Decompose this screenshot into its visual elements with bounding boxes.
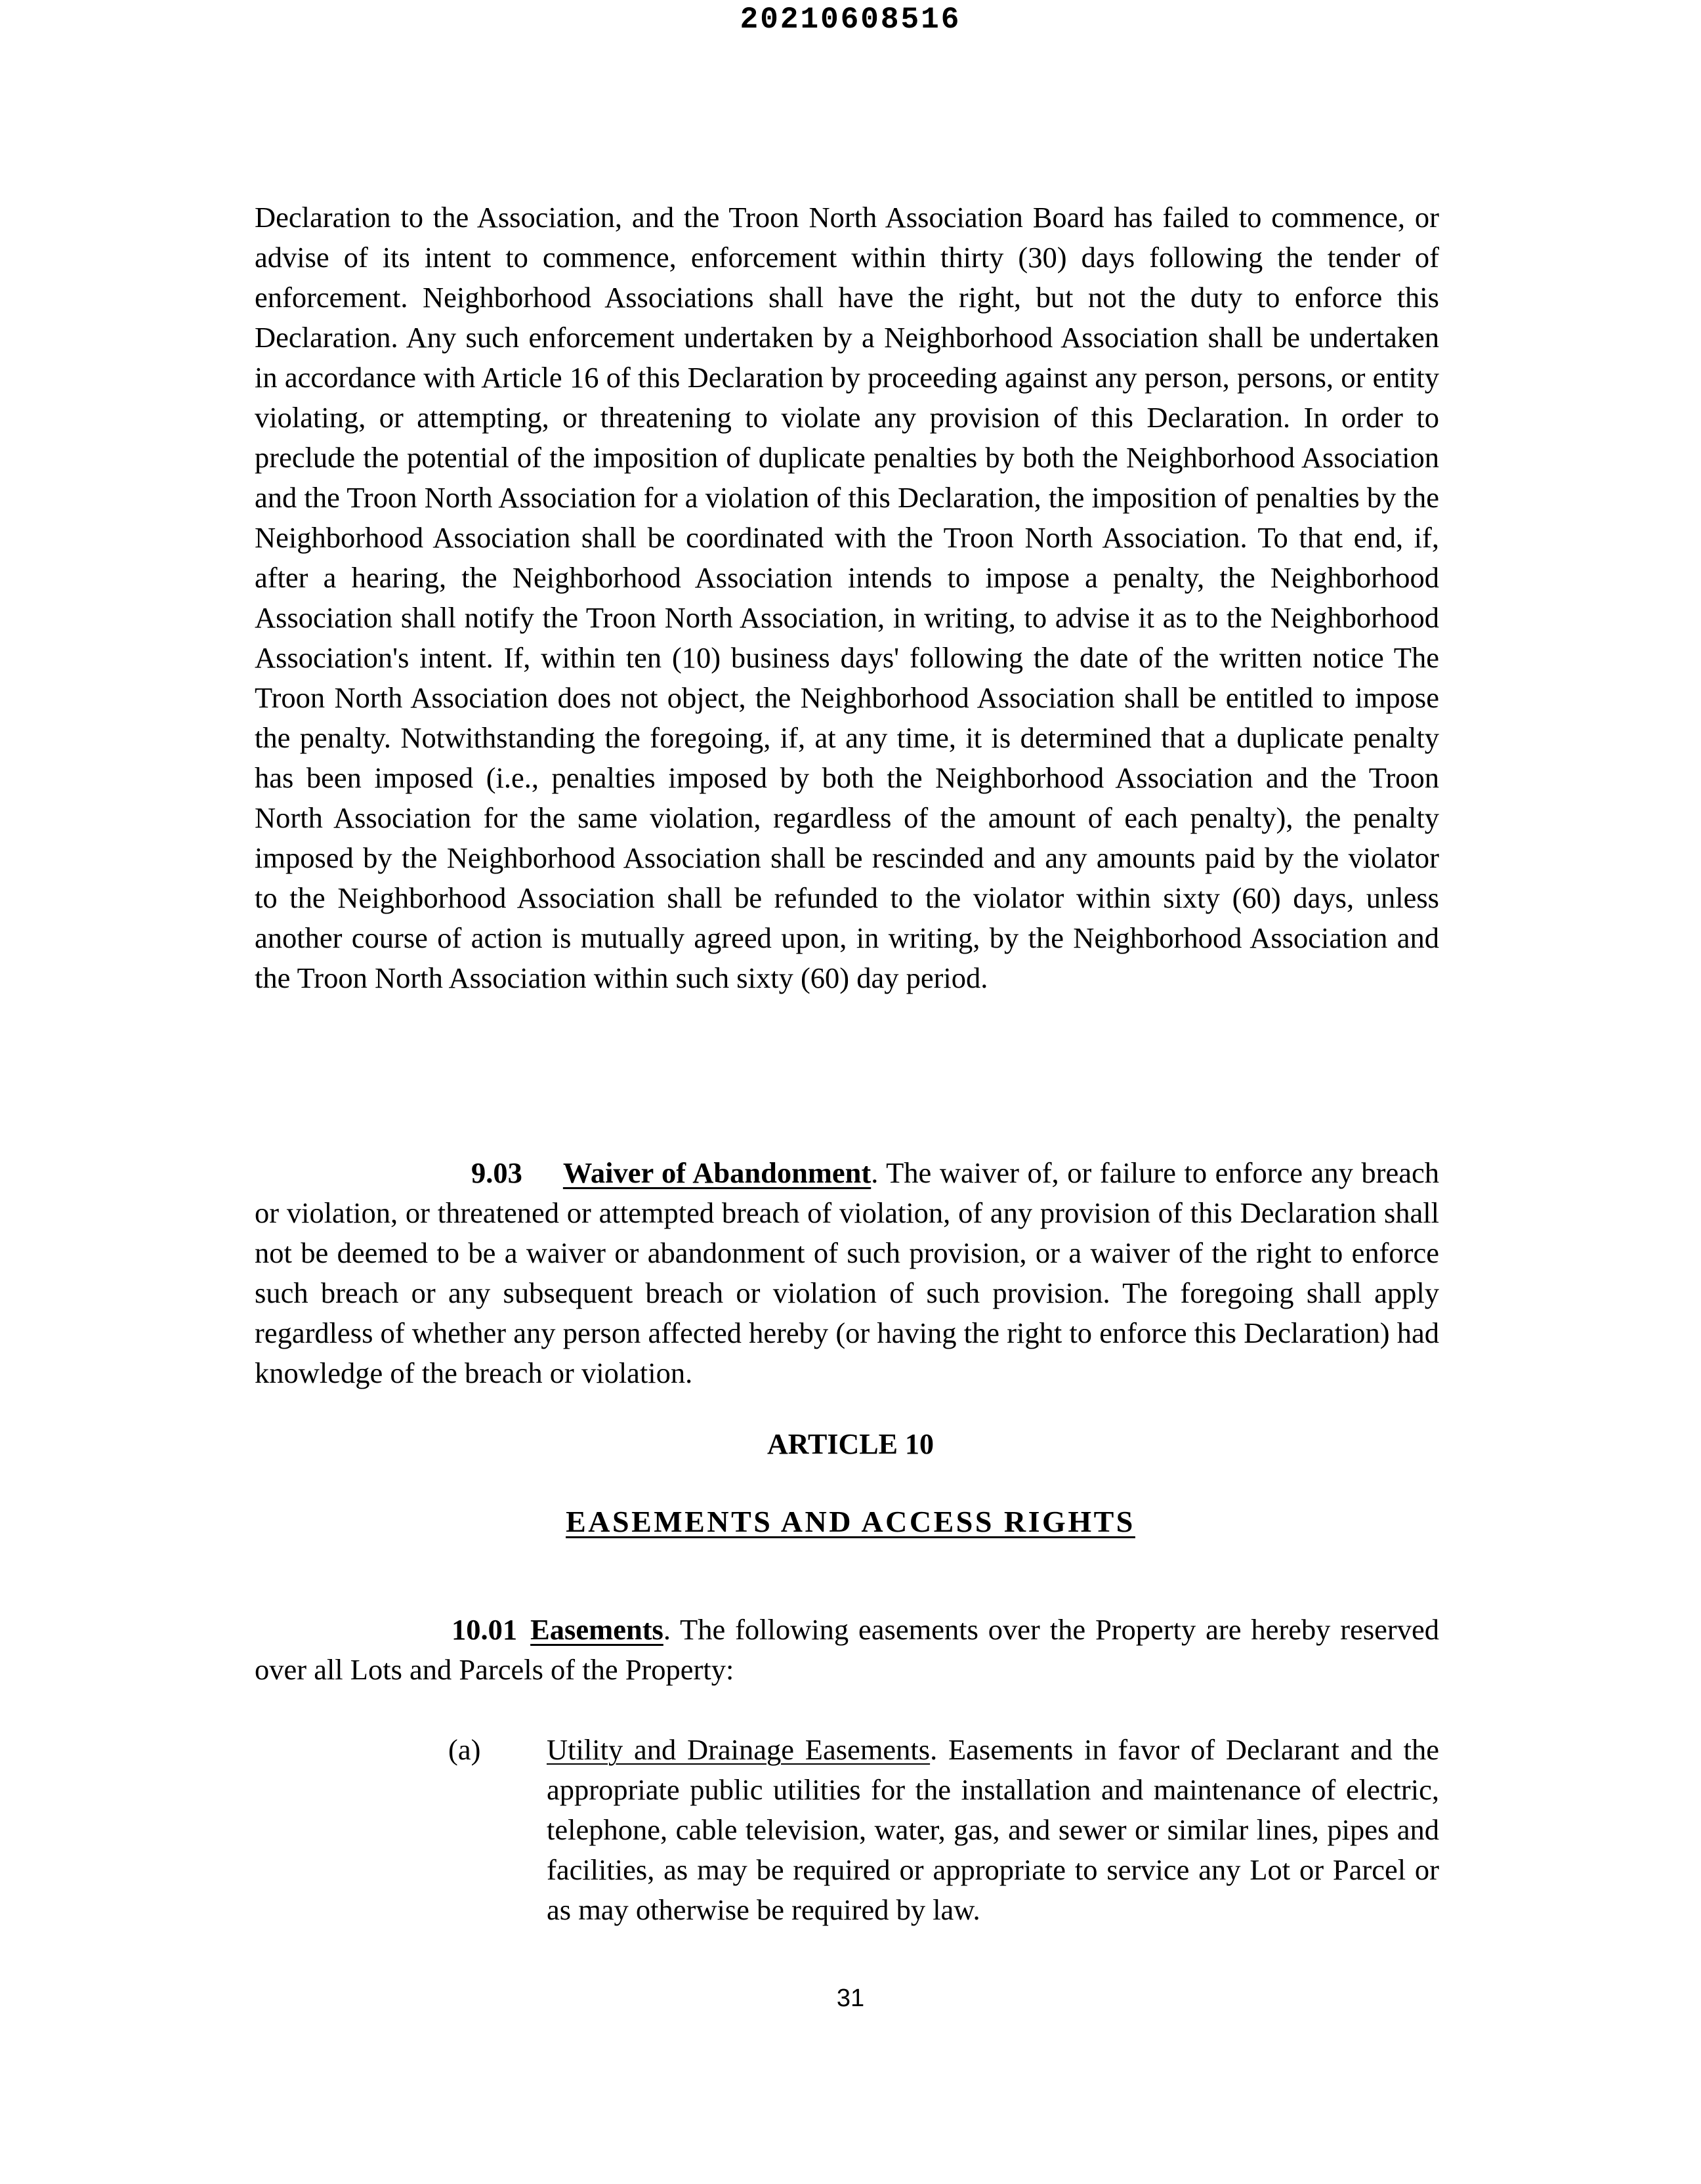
subsection-a-label: (a) <box>448 1733 481 1766</box>
section-10-01 <box>255 1610 1439 1690</box>
continuation-paragraph: Declaration to the Association, and the Troon North Association Board has failed to commence, or advise of its intent to commence, enforcement within thirty (30) days following the tender of enforcement. Neighborhood Associations shall have the right, but not the duty to enforce this Declaration. Any such enforcement undertaken by a Neighborhood Association shall be undertaken in accordance with Article 16 of this Declaration by proceeding against any person, persons, or entity violating, or attempting, or threatening to violate any provision of this Declaration. In order to preclude the potential of the imposition of duplicate penalties by both the Neighborhood Association and the Troon North Association for a violation of this Declaration, the imposition of penalties by the Neighborhood Association shall be coordinated with the Troon North Association. To that end, if, after a hearing, the Neighborhood Association intends to impose a penalty, the Neighborhood Association shall notify the Troon North Association, in writing, to advise it as to the Neighborhood Association's intent. If, within ten (10) business days' following the date of the written notice The Troon North Association does not object, the Neighborhood Association shall be entitled to impose the penalty. Notwithstanding the foregoing, if, at any time, it is determined that a duplicate penalty has been imposed (i.e., penalties imposed by both the Neighborhood Association and the Troon North Association for the same violation, regardless of the amount of each penalty), the penalty imposed by the Neighborhood Association shall be rescinded and any amounts paid by the violator to the Neighborhood Association shall be refunded to the violator within sixty (60) days, unless another course of action is mutually agreed upon, in writing, by the Neighborhood Association and the Troon North Association within such sixty (60) day period. <box>255 201 1439 994</box>
section-9-03-title: Waiver of Abandonment <box>562 1156 872 1189</box>
section-9-03-number: 9.03 <box>471 1156 522 1189</box>
subsection-a-title: Utility and Drainage Easements <box>547 1733 931 1766</box>
subsection-a-body <box>547 1730 1439 1930</box>
article-number: ARTICLE 10 <box>767 1428 934 1460</box>
recording-number: 20210608516 <box>740 3 961 37</box>
subsection-a-text: . Easements in favor of Declarant and the appropriate public utilities for the installation and maintenance of electric, telephone, cable television, water, gas, and sewer or similar lines, pipes and facilities, as may be required or appropriate to service any Lot or Parcel or as may otherwise be required by law. <box>547 1733 1439 1926</box>
page-number: 31 <box>836 1984 865 2012</box>
section-10-01-number: 10.01 <box>452 1613 518 1646</box>
section-9-03-text: . The waiver of, or failure to enforce any breach or violation, or threatened or attempted breach of violation, of any provision of this Declaration shall not be deemed to be a waiver or abandonment of such provision, or a waiver of the right to enforce such breach or any subsequent breach or violation of such provision. The foregoing shall apply regardless of whether any person affected hereby (or having the right to enforce this Declaration) had knowledge of the breach or violation. <box>255 1156 1439 1389</box>
section-10-01-title: Easements <box>530 1613 663 1646</box>
section-9-03 <box>255 1153 1439 1393</box>
article-title: EASEMENTS AND ACCESS RIGHTS <box>566 1505 1135 1538</box>
section-10-01-text: . The following easements over the Property are hereby reserved over all Lots and Parcels of the Property: <box>255 1613 1439 1686</box>
